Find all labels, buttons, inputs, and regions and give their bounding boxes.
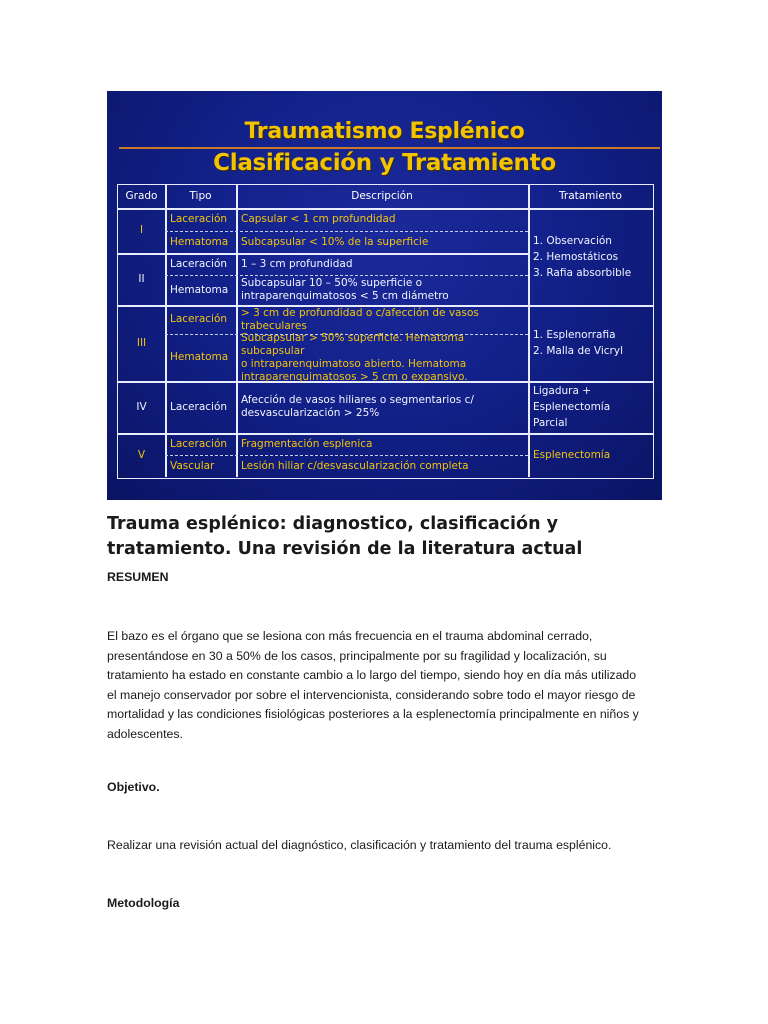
title-divider: [119, 147, 660, 149]
type-cell: Hematoma: [170, 283, 229, 296]
classification-table: [117, 184, 654, 479]
description-line: intraparenquimatosos > 5 cm o expansivo.: [241, 370, 468, 383]
resumen-heading: RESUMEN: [107, 570, 169, 584]
treatment-line: 3. Rafia absorbible: [533, 266, 632, 279]
treatment-line: 1. Observación: [533, 234, 612, 247]
description-cell: [236, 381, 528, 433]
description-cell: [236, 275, 528, 305]
treatment-line: 2. Hemostáticos: [533, 250, 619, 263]
header-descripcion: Descripción: [351, 190, 413, 202]
type-cell: Laceración: [170, 437, 228, 450]
type-cell: Laceración: [170, 213, 228, 225]
type-cell: Laceración: [170, 257, 228, 270]
grade-cell: III: [136, 336, 147, 349]
header-tratamiento: Tratamiento: [559, 190, 622, 202]
description-cell: Capsular < 1 cm profundidad: [241, 213, 396, 225]
description-line: Subcapsular 10 – 50% superficie o: [241, 277, 423, 289]
grade-cell: IV: [136, 400, 147, 413]
grade-cell: V: [137, 448, 146, 461]
type-cell: Laceración: [170, 313, 228, 325]
paragraph-line: adolescentes.: [107, 726, 183, 741]
objetivo-heading: Objetivo.: [107, 780, 160, 794]
slide-image: [107, 91, 662, 500]
resumen-paragraph: [107, 627, 662, 744]
paragraph-line: El bazo es el órgano que se lesiona con más frecuencia en el trauma abdominal cerrado,: [107, 629, 593, 643]
treatment-line: 1. Esplenorrafia: [533, 329, 616, 341]
description-cell: Subcapsular < 10% de la superficie: [241, 235, 429, 248]
objetivo-text: Realizar una revisión actual del diagnóstico, clasificación y tratamiento del trauma esplénico.: [107, 838, 612, 852]
description-line: trabeculares: [241, 319, 307, 332]
description-line: o intraparenquimatoso abierto. Hematoma: [241, 357, 467, 370]
treatment-line: Ligadura +: [533, 385, 592, 397]
paragraph-line: mortalidad y las condiciones fisiológicas posteriores a la esplenectomía principalmente en niños y: [107, 707, 639, 721]
paragraph-line: el manejo conservador por sobre el intervencionista, considerando sobre todo el mayor riesgo de: [107, 687, 636, 702]
type-cell: Hematoma: [170, 351, 229, 363]
description-line: desvascularización > 25%: [241, 407, 380, 419]
treatment-line: Esplenectomía: [533, 401, 611, 413]
header-tipo: Tipo: [189, 190, 212, 202]
header-grado: Grado: [125, 190, 158, 202]
treatment-line: 2. Malla de Vicryl: [533, 345, 624, 357]
type-cell: Vascular: [170, 459, 215, 472]
description-cell: [236, 331, 528, 383]
description-line: Afección de vasos hiliares o segmentarios c/: [241, 394, 474, 406]
slide-title-line1: Traumatismo Esplénico: [244, 119, 525, 144]
description-cell: [236, 305, 528, 334]
treatment-cell: [528, 305, 653, 381]
treatment-cell: [528, 381, 653, 433]
description-line: Subcapsular > 50% superficie. Hematoma subcapsular: [241, 331, 465, 357]
treatment-line: Parcial: [533, 417, 568, 429]
grade-cell: II: [138, 272, 145, 285]
description-cell: Fragmentación esplenica: [241, 437, 373, 450]
description-line: intraparenquimatosos < 5 cm diámetro: [241, 290, 449, 302]
description-cell: Lesión hiliar c/desvascularización completa: [241, 459, 469, 472]
paragraph-line: presentándose en 30 a 50% de los casos, principalmente por su fragilidad y localización, su: [107, 648, 607, 663]
document-title: Trauma esplénico: diagnostico, clasificación y tratamiento. Una revisión de la literatura actual: [107, 514, 583, 559]
description-cell: 1 – 3 cm profundidad: [241, 257, 353, 270]
paragraph-line: tratamiento ha estado en constante cambio a lo largo del tiempo, siendo hoy en día más utilizado: [107, 668, 637, 682]
treatment-cell: [528, 208, 653, 305]
slide-title-line2: Clasificación y Tratamiento: [213, 150, 556, 176]
type-cell: Hematoma: [170, 235, 229, 248]
description-line: > 3 cm de profundidad o c/afección de vasos: [241, 306, 479, 319]
type-cell: Laceración: [170, 400, 228, 413]
metodologia-heading: Metodología: [107, 896, 180, 910]
treatment-cell: Esplenectomía: [533, 448, 611, 461]
grade-cell: I: [139, 224, 144, 236]
